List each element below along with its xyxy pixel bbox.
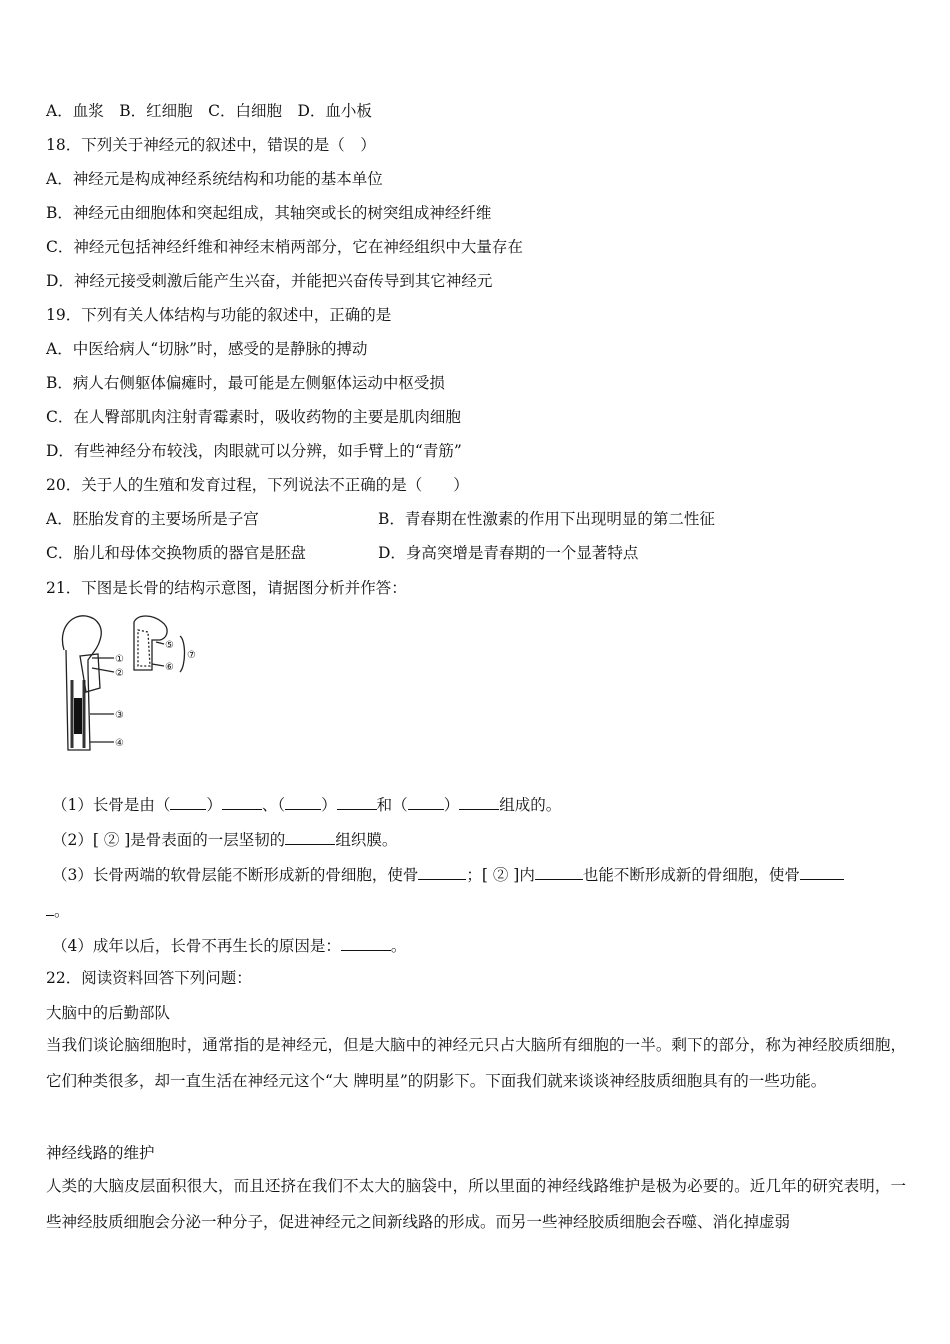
q21-sub1	[52, 793, 561, 815]
q19-option-a: A．中医给病人“切脉”时，感受的是静脉的搏动	[46, 340, 368, 358]
answer-blank[interactable]	[459, 793, 499, 810]
q22-subtitle: 神经线路的维护	[46, 1144, 155, 1162]
q19-option-b: B．病人右侧躯体偏瘫时，最可能是左侧躯体运动中枢受损	[46, 374, 445, 392]
answer-blank[interactable]	[285, 793, 321, 810]
q22-title: 大脑中的后勤部队	[46, 1004, 171, 1022]
q18-option-c: C．神经元包括神经纤维和神经末梢两部分，它在神经组织中大量存在	[46, 238, 523, 256]
long-bone-diagram	[52, 610, 212, 760]
q22-paragraph-2: 人类的大脑皮层面积很大，而且还挤在我们不太大的脑袋中，所以里面的神经线路维护是极为必要的。近几年的研究表明，一些神经肢质细胞会分泌一种分子，促进神经元之间新线路的形成。而另一些神经胶质细胞会吞噬、消化掉虚弱	[46, 1177, 906, 1231]
q21-sub2-text-b: 组织膜。	[335, 831, 398, 849]
answer-blank[interactable]	[170, 793, 206, 810]
q21-sub3-text-b: ；[ ② ]内	[466, 866, 535, 884]
q21-sub3-text-c: 也能不断形成新的骨细胞，使骨	[582, 866, 800, 884]
q21-sub3-text-a: （3）长骨两端的软骨层能不断形成新的骨细胞，使骨	[52, 866, 419, 884]
label-7: ⑦	[187, 650, 196, 661]
q21-sub4-text-a: （4）成年以后，长骨不再生长的原因是：	[52, 937, 341, 955]
q21-sub3-cont	[46, 899, 70, 921]
answer-blank[interactable]	[800, 863, 844, 880]
bone-head-outline	[62, 616, 101, 670]
answer-blank[interactable]	[535, 863, 583, 880]
q20-option-a: A．胚胎发育的主要场所是子宫	[46, 510, 259, 528]
label-5: ⑤	[165, 640, 174, 651]
q21-sub1-text-f: ）	[443, 796, 460, 814]
q21-sub1-text-a: （1）长骨是由（	[52, 796, 171, 814]
label-3: ③	[115, 710, 124, 721]
q21-sub1-text-d: ）	[321, 796, 337, 814]
q22-stem: 22．阅读资料回答下列问题：	[46, 969, 252, 987]
q20-stem: 20．关于人的生殖和发育过程，下列说法不正确的是（ ）	[46, 476, 469, 494]
label-1: ①	[115, 654, 124, 665]
answer-blank[interactable]	[418, 863, 466, 880]
answer-blank[interactable]	[285, 828, 335, 845]
q19-option-c: C．在人臀部肌肉注射青霉素时，吸收药物的主要是肌肉细胞	[46, 408, 461, 426]
q21-sub3-end: 。	[54, 902, 70, 920]
q21-sub3	[52, 863, 844, 885]
q18-stem: 18．下列关于神经元的叙述中，错误的是（ ）	[46, 136, 376, 154]
q21-sub2	[52, 828, 397, 850]
answer-blank[interactable]	[222, 793, 262, 810]
q21-sub4-text-b: 。	[390, 937, 407, 955]
answer-blank[interactable]	[337, 793, 377, 810]
marrow-cavity	[74, 698, 82, 734]
q17-options: A．血浆 B．红细胞 C．白细胞 D．血小板	[46, 102, 372, 120]
q21-stem: 21．下图是长骨的结构示意图，请据图分析并作答：	[46, 579, 407, 597]
q21-sub1-text-c: 、（	[261, 796, 286, 814]
label-2: ②	[115, 668, 124, 679]
q18-option-d: D．神经元接受刺激后能产生兴奋，并能把兴奋传导到其它神经元	[46, 272, 493, 290]
q21-sub1-text-e: 和（	[376, 796, 408, 814]
q20-option-b: B．青春期在性激素的作用下出现明显的第二性征	[378, 510, 715, 528]
q20-option-c: C．胎儿和母体交换物质的器官是胚盘	[46, 544, 306, 562]
q21-sub4	[52, 934, 406, 956]
q18-option-b: B．神经元由细胞体和突起组成，其轴突或长的树突组成神经纤维	[46, 204, 492, 222]
answer-blank[interactable]	[341, 934, 391, 951]
q22-paragraph-1: 当我们谈论脑细胞时，通常指的是神经元，但是大脑中的神经元只占大脑所有细胞的一半。剩下的部分，称为神经胶质细胞，它们种类很多，却一直生活在神经元这个“大 牌明星”的阴影下。下面我们就来谈谈神经肢质细胞具有的一些功能。	[46, 1036, 906, 1090]
label-6: ⑥	[165, 662, 174, 673]
label-4: ④	[115, 738, 124, 749]
q21-sub1-text-b: ）	[206, 796, 222, 814]
q19-option-d: D．有些神经分布较浅，肉眼就可以分辨，如手臂上的“青筋”	[46, 442, 462, 460]
answer-blank[interactable]	[408, 793, 444, 810]
q19-stem: 19．下列有关人体结构与功能的叙述中，正确的是	[46, 306, 392, 324]
spongy-bone	[138, 630, 150, 666]
q18-option-a: A．神经元是构成神经系统结构和功能的基本单位	[46, 170, 383, 188]
q21-sub2-text-a: （2）[ ② ]是骨表面的一层坚韧的	[52, 831, 286, 849]
q21-sub1-text-g: 组成的。	[499, 796, 562, 814]
answer-blank[interactable]	[46, 899, 54, 916]
q20-option-d: D．身高突增是青春期的一个显著特点	[378, 544, 639, 562]
